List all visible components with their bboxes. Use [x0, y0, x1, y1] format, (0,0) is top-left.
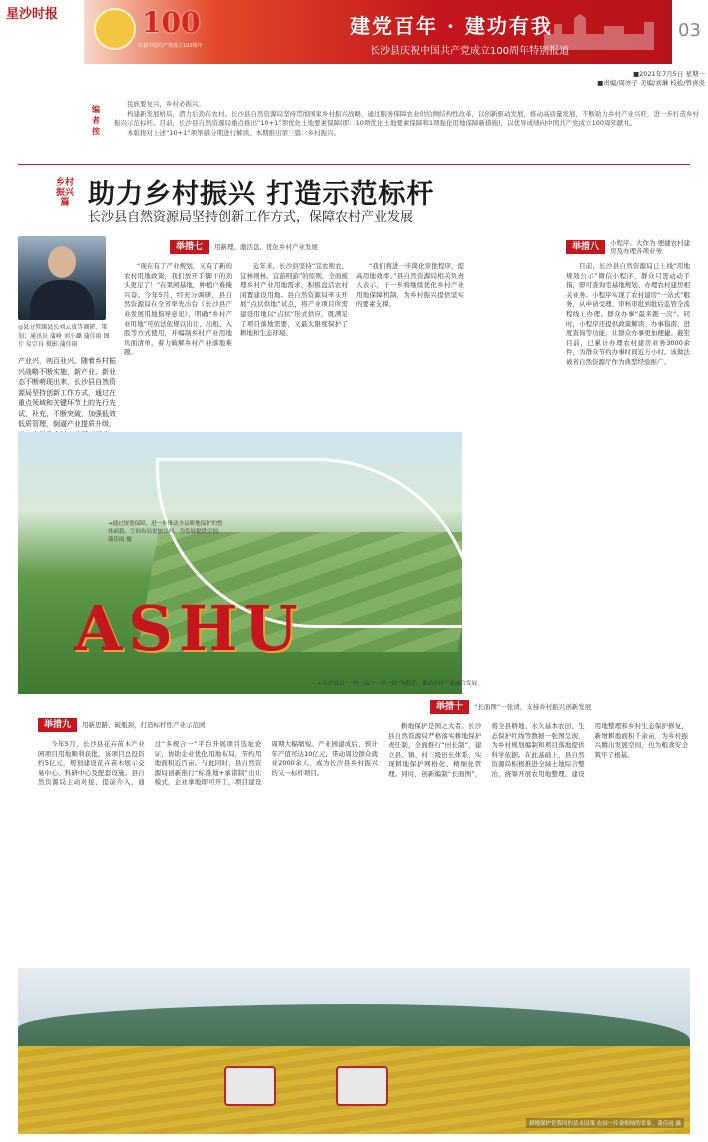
- section-caption: 小程序、大作为 便捷农村建房及办理各项业务: [610, 239, 691, 255]
- section-tag: 举措九: [38, 718, 77, 732]
- banner-title: 建党百年 · 建功有我: [350, 14, 553, 38]
- article-column: “我们将进一步简化审批程序，提高用地效率。”县自然资源局相关负责人表示，下一步将继续优化乡村产业用地保障机制，为乡村振兴提供坚实的要素支撑。: [356, 262, 464, 309]
- centenary-number: 100: [142, 6, 201, 39]
- section-vertical-tag: 乡村振兴篇: [55, 178, 74, 208]
- page-number: 03: [678, 20, 701, 41]
- dateline: [560, 70, 705, 88]
- photo-caption: ←长沙县以“一村一品”“一乡一特”为抓手，推动乡村产业融合发展。: [318, 681, 483, 687]
- intro-text: 产业兴，则百业兴。随着乡村振兴战略不断实施，新产业、新业态不断萌现出来，长沙县自然资源局坚持创新工作方式，通过在重点领域和关键环节上的先行先试，补充、不断突破，加强低效低质管理，倒逼产业提质升级，: [18, 357, 116, 428]
- headline: 助力乡村振兴 打造示范标杆: [88, 179, 435, 210]
- section-tag: 举措十: [430, 700, 469, 714]
- article-column: 近年来，长沙县坚持“宜农则农、宜林则林、宜游则游”的原则，全面梳理乡村产业用地需求，积极盘活农村闲置建设用地。县自然资源局牵头开展“点状供地”试点，将产业项目所需建设用地以“点状”形式供应，既满足了项目落地需要，又最大限度保护了耕地和生态环境。: [240, 262, 348, 338]
- photo-caption: 耕地保护是我国的基本国策 农田一片金灿灿的景象。蒲佳雨 摄: [526, 1118, 684, 1128]
- masthead-banner: [84, 0, 672, 64]
- party-emblem-icon: [94, 8, 136, 50]
- official-portrait: [18, 236, 106, 320]
- editor-credits: ■责编/周亦子 美编/刘琳 校检/曾喜炎: [597, 79, 705, 87]
- section-10-header: [430, 700, 591, 714]
- masthead: [0, 0, 708, 64]
- article-column: 耕地保护是国之大者。长沙县自然资源局严格落实耕地保护责任制，全面推行“田长制”，建立县、镇、村三级田长体系，实现耕地保护网格化、精细化管理。同时，创新编制“长面图”，将全县耕地、永久基本农田、生态保护红线等数据一张图呈现，为乡村规划编制和项目落地提供科学依据。在此基础上，县自然资源局积极推进全域土地综合整治，统筹开展农用地整理、建设用地整理和乡村生态保护修复，新增耕地面积千余亩，为乡村振兴腾出发展空间，也为粮食安全筑牢了根基。: [388, 722, 688, 778]
- editors-note: [114, 100, 700, 138]
- article-column: 目前，长沙县自然资源局已上线“用地规划公示”微信小程序，群众只需动动手指，即可查询宅基地规划、办理农村建房相关业务。小程序实现了农村建房“一站式”服务，从申请受理、审核审批到批后监管全流程线上办理，群众办事“最多跑一次”。同时，小程序还提供政策解读、办事指南、进度查询等功能，让群众办事更加便捷。截至目前，已累计办理农村建房业务3000余件，为群众节约办事时间近万小时。该做法被省自然资源厅作为典型经验推广。: [566, 262, 690, 366]
- photo-caption: →通过规划保障，进一步推动全县耕地保护的整体面貌，空间布局更加合理，为发展提供空间。 蒲佳雨 摄: [108, 521, 224, 543]
- section-caption: 用新理、激活盘、优化乡村产业发展: [214, 243, 319, 251]
- section-8-header: [566, 240, 694, 254]
- harvester-icon: [224, 1066, 276, 1106]
- section-tag: 举措七: [170, 240, 209, 254]
- aerial-farmland-photo: [18, 432, 462, 694]
- emblem-text: 庆祝中国共产党成立100周年: [138, 43, 203, 49]
- editors-note-paragraph: 民族要复兴，乡村必振兴。: [127, 100, 205, 108]
- section-9-header: [38, 718, 206, 732]
- subheadline: 长沙县自然资源局坚持创新工作方式，保障农村产业发展: [88, 210, 414, 225]
- flower-letters: ASHU: [74, 592, 304, 665]
- article-column: 今年5月，长沙县花卉苗木产业园项目用地顺利获批。该项目总投资约5亿元，规划建设花卉苗木展示交易中心、科研中心及配套设施。县自然资源局主动对接、提前介入，通过“多规合一”平台开展项目选址论证，协助企业优化用地布局，节约用地面积近百亩。与此同时，县自然资源局创新推行“标准地+承诺制”出让模式，企业拿地即可开工，项目建设周期大幅缩短。产业园建成后，预计年产值可达10亿元，带动周边群众就业2000余人，成为长沙县乡村振兴的又一标杆项目。: [38, 740, 378, 787]
- banner-subtitle: 长沙县庆祝中国共产党成立100周年特别报道: [370, 46, 570, 57]
- divider: [18, 164, 690, 165]
- harvester-icon: [336, 1066, 388, 1106]
- byline: ◎县分管副县长刘云贵等调研、策划；通讯员 蒲峰 刘小璐 蒲佳雨 图片 易宗良 摄影 蒲佳雨: [18, 324, 110, 348]
- building-silhouette-icon: [544, 14, 664, 50]
- editors-note-paragraph: 构建新发展格局，潜力后劲在农村。长沙县自然资源局坚持贯彻国家乡村振兴战略，通过服务保障农业供给侧结构性改革，以创新驱动发展，推动高质量发展，不断助力乡村产业兴旺，进一步打造乡村振兴示范标杆。目前，长沙县自然资源局重点推出“10+1”项优化土地要素保障(即：10项优化土地要素保障和1项强化用地保障新措施)，以优异成绩向中国共产党成立100周年献礼。: [114, 109, 699, 127]
- editors-note-paragraph: 本版将对上述“10+1”项举措分期进行解读。本期推出第三篇：乡村振兴。: [127, 128, 341, 137]
- newspaper-logo: 星沙时报: [6, 7, 59, 22]
- section-7-header: [170, 240, 318, 254]
- issue-date: ■2021年7月5日 星期一: [632, 70, 705, 78]
- section-caption: “长面图”一张清，支持乡村振兴创新发展: [474, 703, 592, 711]
- section-tag: 举措八: [566, 240, 605, 254]
- rice-harvest-photo: [18, 968, 690, 1134]
- article-column: “现在有了产业规划，又有了新的农村用地政策，我们放开手脚干的劲头更足了！”在果园基地，种植户难掩兴奋。今年5月，经充分调研，县自然资源局在全省率先出台《长沙县产业发展用地指导意见》，明确“乡村产业用地”可依法依规以出让、出租、入股等方式使用，并编制乡村产业用地负面清单，着力破解乡村产业落地难题。: [124, 262, 232, 357]
- section-caption: 用新思路、破瓶颈，打造标杆性产业示范园: [82, 721, 206, 729]
- editors-note-label: 编者按: [92, 105, 100, 136]
